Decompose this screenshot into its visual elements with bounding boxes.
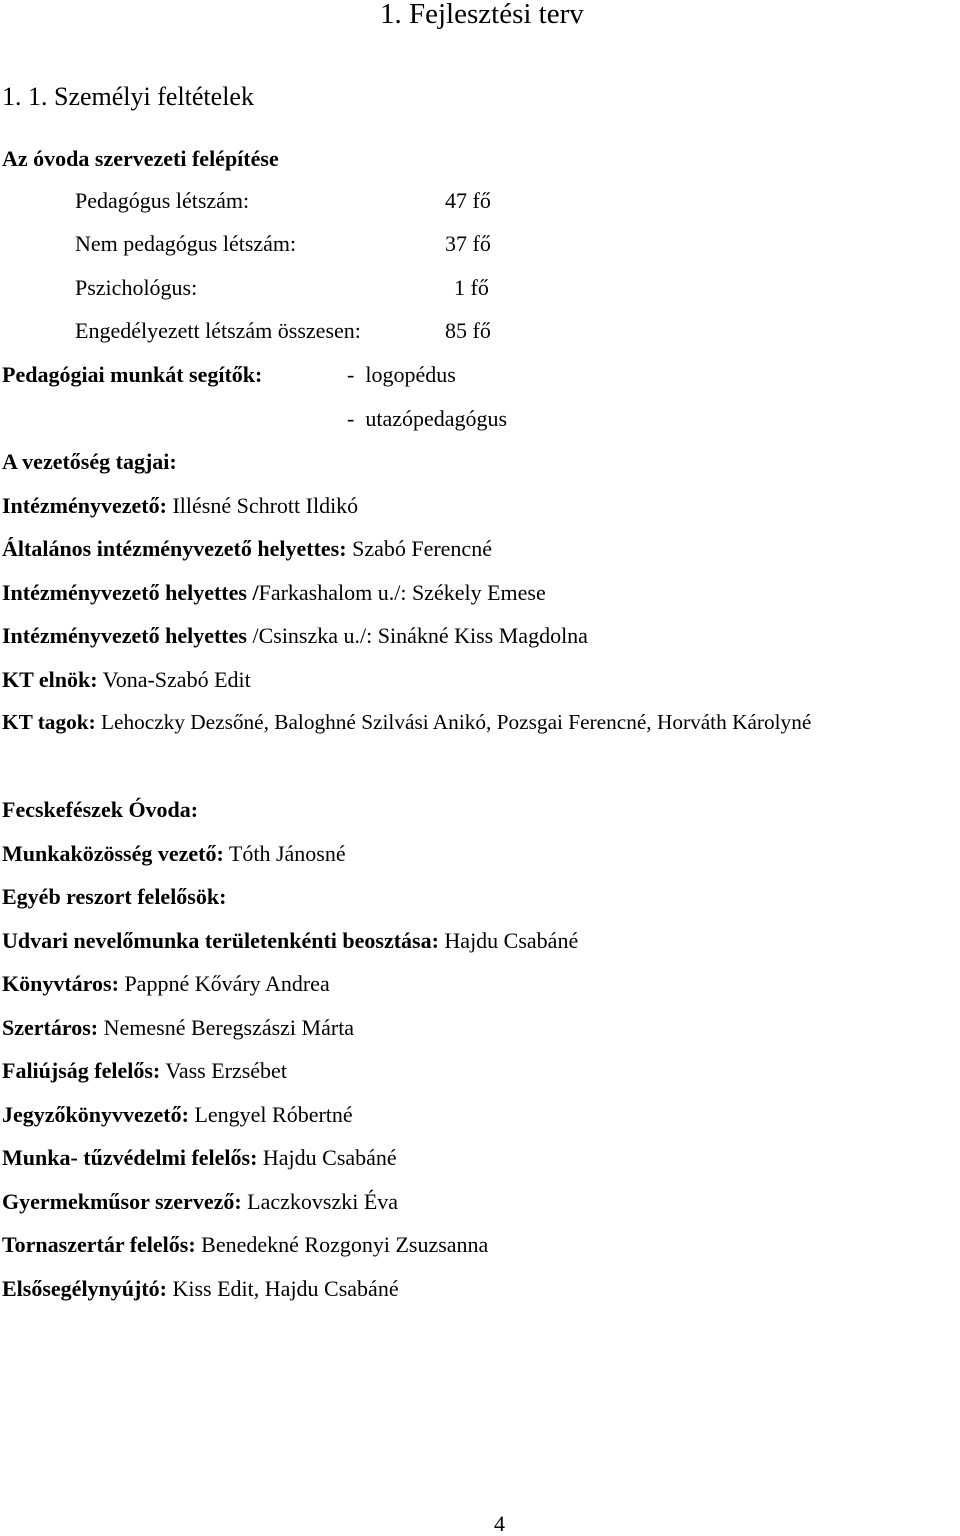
responsible-name: Laczkovszki Éva — [241, 1189, 399, 1214]
staff-value: 47 fő — [445, 188, 491, 213]
leader-role: Intézményvezető helyettes — [2, 623, 247, 648]
kg-lead-name: Tóth Jánosné — [223, 841, 346, 866]
responsible-role: Tornaszertár felelős: — [2, 1232, 196, 1257]
helpers-label: Pedagógiai munkát segítők: — [2, 362, 263, 387]
leader-role: Intézményvezető helyettes / — [2, 580, 259, 605]
staff-label: Engedélyezett létszám összesen: — [75, 318, 361, 343]
responsible-row — [2, 1104, 353, 1126]
org-heading: Az óvoda szervezeti felépítése — [2, 146, 279, 171]
leader-name: Illésné Schrott Ildikó — [166, 493, 359, 518]
responsible-row — [2, 930, 578, 952]
staff-label: Pszichológus: — [75, 275, 198, 300]
responsible-role: Jegyzőkönyvvezető: — [2, 1102, 189, 1127]
leader-row — [2, 669, 251, 691]
responsible-role: Udvari nevelőmunka területenkénti beosztása: — [2, 928, 439, 953]
responsible-role: Elsősegélynyújtó: — [2, 1276, 167, 1301]
responsible-role: Munka- tűzvédelmi felelős: — [2, 1145, 258, 1170]
other-heading: Egyéb reszort felelősök: — [2, 884, 227, 909]
responsible-name: Benedekné Rozgonyi Zsuzsanna — [195, 1232, 489, 1257]
leader-role: Általános intézményvezető helyettes: — [2, 536, 347, 561]
responsible-row — [2, 1191, 398, 1213]
helper-item: - logopédus — [347, 362, 456, 387]
responsible-role: Szertáros: — [2, 1015, 99, 1040]
kg-lead-row — [2, 843, 346, 865]
page-title: 1. Fejlesztési terv — [380, 0, 584, 30]
responsible-role: Gyermekműsor szervező: — [2, 1189, 242, 1214]
leader-name: /Csinszka u./: Sinákné Kiss Magdolna — [246, 623, 588, 648]
leader-name: Szabó Ferencné — [346, 536, 492, 561]
responsible-row — [2, 973, 330, 995]
leader-row — [2, 712, 811, 733]
staff-value: 85 fő — [445, 318, 491, 343]
helper-item: - utazópedagógus — [347, 406, 508, 431]
responsible-row — [2, 1060, 287, 1082]
leader-role: KT tagok: — [2, 710, 96, 734]
responsible-row — [2, 1147, 397, 1169]
leader-role: KT elnök: — [2, 667, 98, 692]
leader-row — [2, 538, 492, 560]
leader-name: Farkashalom u./: Székely Emese — [258, 580, 546, 605]
section-heading: 1. 1. Személyi feltételek — [2, 82, 254, 111]
kindergarten-heading: Fecskefészek Óvoda: — [2, 797, 199, 822]
responsible-name: Lengyel Róbertné — [188, 1102, 353, 1127]
responsible-name: Pappné Kőváry Andrea — [118, 971, 330, 996]
leader-row — [2, 625, 588, 647]
responsible-name: Kiss Edit, Hajdu Csabáné — [167, 1276, 399, 1301]
responsible-name: Vass Erzsébet — [160, 1058, 287, 1083]
page-number: 4 — [494, 1511, 505, 1536]
responsible-name: Hajdu Csabáné — [257, 1145, 397, 1170]
responsible-name: Hajdu Csabáné — [438, 928, 579, 953]
responsible-name: Nemesné Beregszászi Márta — [98, 1015, 355, 1040]
responsible-row — [2, 1278, 399, 1300]
staff-value: 1 fő — [454, 275, 489, 300]
responsible-row — [2, 1234, 488, 1256]
responsible-row — [2, 1017, 354, 1039]
leader-name: Lehoczky Dezsőné, Baloghné Szilvási Anikó, Pozsgai Ferencné, Horváth Károlyné — [95, 710, 812, 734]
staff-label: Pedagógus létszám: — [75, 188, 250, 213]
kg-lead-role: Munkaközösség vezető: — [2, 841, 224, 866]
responsible-role: Könyvtáros: — [2, 971, 119, 996]
leadership-heading: A vezetőség tagjai: — [2, 449, 177, 474]
responsible-role: Faliújság felelős: — [2, 1058, 161, 1083]
leader-role: Intézményvezető: — [2, 493, 167, 518]
staff-value: 37 fő — [445, 231, 491, 256]
leader-row — [2, 582, 546, 604]
leader-name: Vona-Szabó Edit — [97, 667, 251, 692]
staff-label: Nem pedagógus létszám: — [75, 231, 297, 256]
leader-row — [2, 495, 358, 517]
